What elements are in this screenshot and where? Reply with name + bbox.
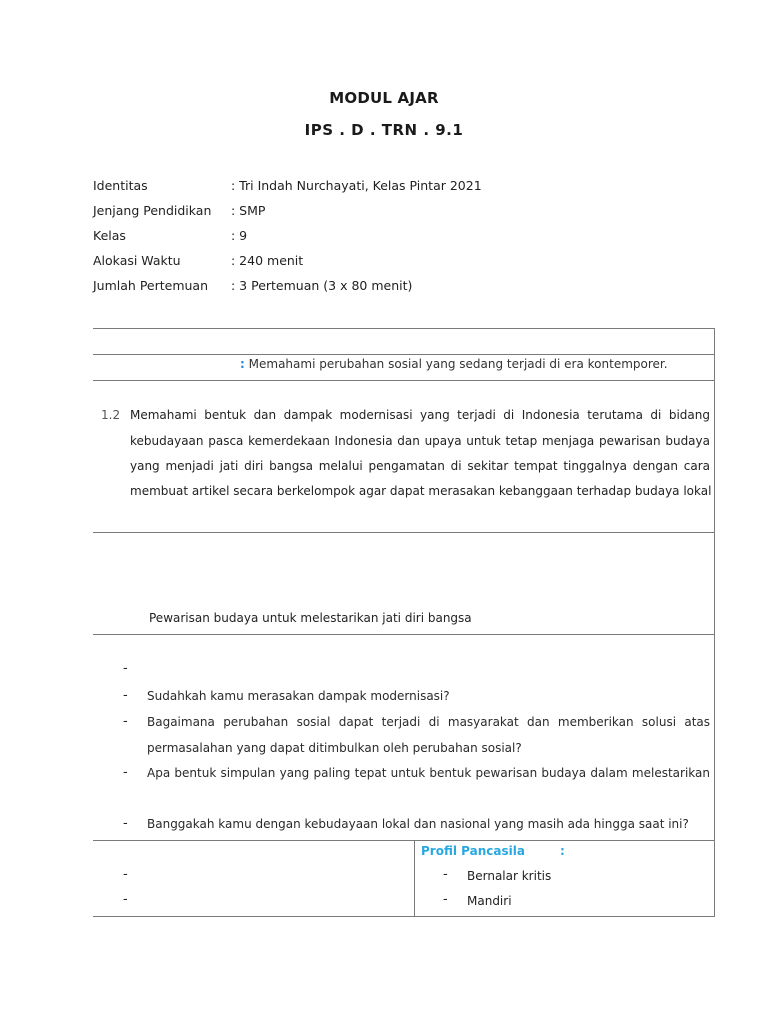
question-item: Sudahkah kamu merasakan dampak modernisasi? xyxy=(147,689,450,703)
objective-colon: : xyxy=(240,357,245,371)
competency-line: Memahami bentuk dan dampak modernisasi yang terjadi di Indonesia terutama di bidang xyxy=(130,408,710,422)
competency-line: yang menjadi jati diri bangsa melalui pengamatan di sekitar tempat tinggalnya dengan cara xyxy=(130,459,710,473)
bullet-dash: - xyxy=(123,867,128,882)
table-divider xyxy=(93,532,715,533)
profile-pancasila-heading: Profil Pancasila xyxy=(421,844,525,858)
table-divider xyxy=(93,840,715,841)
learning-objective xyxy=(240,355,668,373)
identity-label: Kelas xyxy=(93,228,126,243)
bullet-dash: - xyxy=(443,892,448,907)
identity-label: Jumlah Pertemuan xyxy=(93,278,209,293)
identity-value: : 240 menit xyxy=(231,253,304,268)
table-divider xyxy=(93,634,715,635)
module-title: MODUL AJAR xyxy=(329,89,439,107)
bullet-dash: - xyxy=(123,816,128,831)
profile-item: Bernalar kritis xyxy=(467,869,552,883)
bullet-dash: - xyxy=(123,714,128,729)
bullet-dash: - xyxy=(123,892,128,907)
identity-value: : SMP xyxy=(231,203,266,218)
objective-text: Memahami perubahan sosial yang sedang terjadi di era kontemporer. xyxy=(248,357,668,371)
table-column-divider xyxy=(414,840,415,917)
table-border xyxy=(93,916,715,917)
table-divider xyxy=(93,380,715,381)
question-item: Bagaimana perubahan sosial dapat terjadi di masyarakat dan memberikan solusi atas xyxy=(147,715,710,729)
bullet-dash: - xyxy=(443,867,448,882)
identity-value: : Tri Indah Nurchayati, Kelas Pintar 2021 xyxy=(231,178,482,193)
competency-number: 1.2 xyxy=(101,408,121,422)
question-item: Apa bentuk simpulan yang paling tepat untuk bentuk pewarisan budaya dalam melestarikan xyxy=(147,766,710,780)
bullet-dash: - xyxy=(123,765,128,780)
module-code: IPS . D . TRN . 9.1 xyxy=(304,121,464,139)
topic-text: Pewarisan budaya untuk melestarikan jati diri bangsa xyxy=(149,611,472,625)
table-border xyxy=(93,328,715,329)
identity-value: : 3 Pertemuan (3 x 80 menit) xyxy=(231,278,413,293)
profile-colon: : xyxy=(560,844,565,858)
identity-label: Jenjang Pendidikan xyxy=(93,203,212,218)
bullet-dash: - xyxy=(123,688,128,703)
competency-line: membuat artikel secara berkelompok agar dapat merasakan kebanggaan terhadap budaya lokal xyxy=(130,484,712,498)
identity-label: Alokasi Waktu xyxy=(93,253,181,268)
profile-item: Mandiri xyxy=(467,894,512,908)
question-item: Banggakah kamu dengan kebudayaan lokal dan nasional yang masih ada hingga saat ini? xyxy=(147,817,689,831)
identity-value: : 9 xyxy=(231,228,248,243)
bullet-dash: - xyxy=(123,661,128,676)
identity-label: Identitas xyxy=(93,178,148,193)
question-item-continued: permasalahan yang dapat ditimbulkan oleh perubahan sosial? xyxy=(147,741,522,755)
table-border xyxy=(714,328,715,917)
competency-line: kebudayaan pasca kemerdekaan Indonesia dan upaya untuk tetap menjaga pewarisan budaya xyxy=(130,434,710,448)
